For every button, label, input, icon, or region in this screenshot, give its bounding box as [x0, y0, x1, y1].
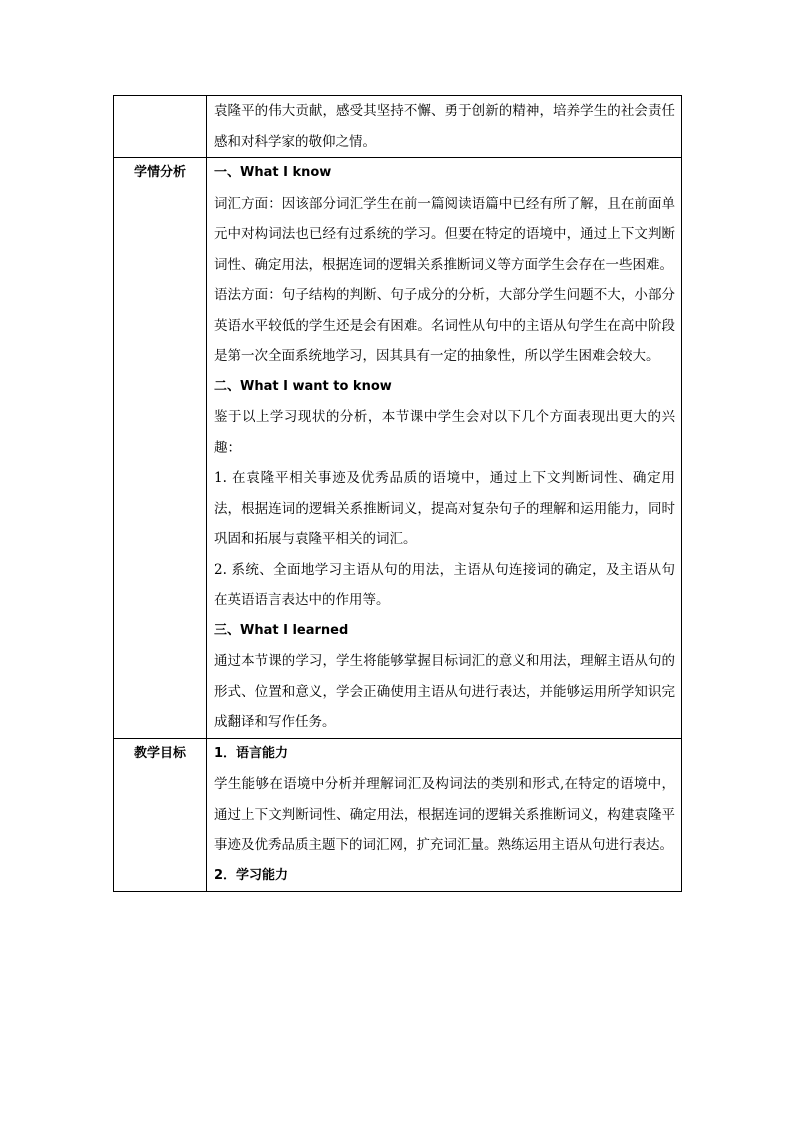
- grammar-paragraph: 语法方面：句子结构的判断、句子成分的分析，大部分学生问题不大，小部分英语水平较低的学生还是会有困难。名词性从句中的主语从句学生在高中阶段是第一次全面系统地学习，因其具有一定的抽象性，所以学生困难会较大。: [214, 287, 675, 364]
- intro-text: 袁隆平的伟大贡献，感受其坚持不懈、勇于创新的精神，培养学生的社会责任感和对科学家的敬仰之情。: [214, 103, 675, 150]
- heading-what-i-want-to-know: 二、What I want to know: [214, 378, 392, 394]
- row-label-empty: [114, 96, 207, 158]
- student-analysis-content: [207, 158, 682, 739]
- heading-learning-ability: 2．学习能力: [214, 867, 289, 883]
- row-label-student-analysis: 学情分析: [114, 158, 207, 739]
- table-row-student-analysis: [114, 158, 682, 739]
- teaching-goals-content: [207, 738, 682, 892]
- vocab-paragraph: 词汇方面：因该部分词汇学生在前一篇阅读语篇中已经有所了解，且在前面单元中对构词法也已经有过系统的学习。但要在特定的语境中，通过上下文判断词性、确定用法，根据连词的逻辑关系推断词义等方面学生会存在一些困难。: [214, 195, 675, 273]
- lesson-plan-table: [113, 95, 682, 892]
- table-row-intro: [114, 96, 682, 158]
- learned-paragraph: 通过本节课的学习，学生将能够掌握目标词汇的意义和用法，理解主语从句的形式、位置和意义，学会正确使用主语从句进行表达，并能够运用所学知识完成翻译和写作任务。: [214, 653, 675, 730]
- heading-language-ability: 1．语言能力: [214, 745, 289, 761]
- language-ability-paragraph: 学生能够在语境中分析并理解词汇及构词法的类别和形式,在特定的语境中，通过上下文判断词性、确定用法，根据连词的逻辑关系推断词义，构建袁隆平事迹及优秀品质主题下的词汇网，扩充词汇量。熟练运用主语从句进行表达。: [214, 776, 675, 853]
- interest-item-1: 1. 在袁隆平相关事迹及优秀品质的语境中，通过上下文判断词性、确定用法，根据连词的逻辑关系推断词义，提高对复杂句子的理解和运用能力，同时巩固和拓展与袁隆平相关的词汇。: [214, 470, 675, 547]
- heading-what-i-learned: 三、What I learned: [214, 622, 349, 638]
- row-label-teaching-goals: 教学目标: [114, 738, 207, 892]
- table-row-teaching-goals: [114, 738, 682, 892]
- intro-content: [207, 96, 682, 158]
- interest-item-2: 2. 系统、全面地学习主语从句的用法，主语从句连接词的确定，及主语从句在英语语言表达中的作用等。: [214, 561, 675, 608]
- interest-intro-paragraph: 鉴于以上学习现状的分析，本节课中学生会对以下几个方面表现出更大的兴趣：: [214, 409, 675, 456]
- heading-what-i-know: 一、What I know: [214, 165, 332, 180]
